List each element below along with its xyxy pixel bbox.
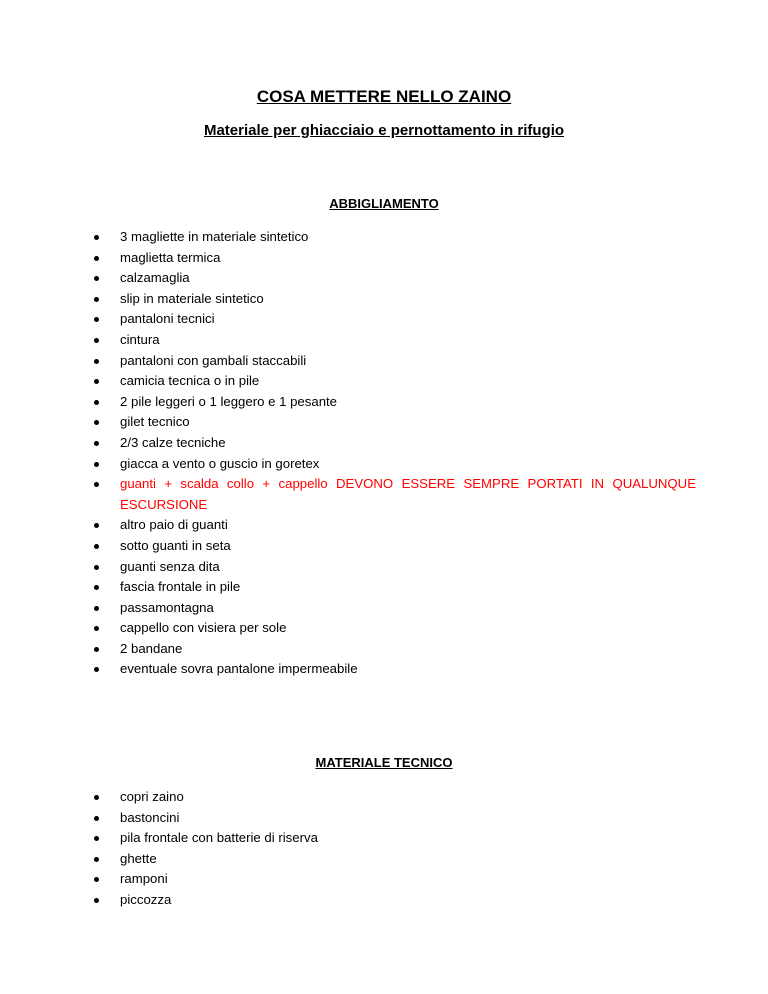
list-item: cintura [0,330,768,351]
list-item: slip in materiale sintetico [0,289,768,310]
list-item: 2 pile leggeri o 1 leggero e 1 pesante [0,392,768,413]
bullet-icon [94,523,99,528]
bullet-icon [94,816,99,821]
list-item: pantaloni tecnici [0,309,768,330]
list-item: copri zaino [0,787,768,808]
bullet-icon [94,441,99,446]
document-title: COSA METTERE NELLO ZAINO [256,87,512,106]
list-item: 2 bandane [0,639,768,660]
bullet-icon [94,400,99,405]
list-item: ramponi [0,869,768,890]
list-item: passamontagna [0,598,768,619]
list-item: pila frontale con batterie di riserva [0,828,768,849]
list-materiale-tecnico [0,787,768,911]
list-item: guanti senza dita [0,557,768,578]
section-heading-abbigliamento: ABBIGLIAMENTO [329,196,439,211]
bullet-icon [94,317,99,322]
bullet-icon [94,256,99,261]
bullet-icon [94,379,99,384]
list-item-highlighted: guanti + scalda collo + cappello DEVONO ESSERE SEMPRE PORTATI IN QUALUNQUE ESCURSIONE [0,474,768,515]
bullet-icon [94,420,99,425]
bullet-icon [94,565,99,570]
bullet-icon [94,647,99,652]
bullet-icon [94,338,99,343]
document-subtitle: Materiale per ghiacciaio e pernottamento in rifugio [203,122,565,139]
list-abbigliamento [0,227,768,680]
bullet-icon [94,898,99,903]
bullet-icon [94,836,99,841]
bullet-icon [94,877,99,882]
bullet-icon [94,544,99,549]
list-item: bastoncini [0,808,768,829]
list-item: giacca a vento o guscio in goretex [0,454,768,475]
list-item: sotto guanti in seta [0,536,768,557]
list-item: altro paio di guanti [0,515,768,536]
section-heading-materiale-tecnico: MATERIALE TECNICO [315,755,453,770]
bullet-icon [94,482,99,487]
list-item: eventuale sovra pantalone impermeabile [0,659,768,680]
list-item: camicia tecnica o in pile [0,371,768,392]
list-item: pantaloni con gambali staccabili [0,351,768,372]
bullet-icon [94,235,99,240]
bullet-icon [94,359,99,364]
list-item: calzamaglia [0,268,768,289]
bullet-icon [94,297,99,302]
bullet-icon [94,462,99,467]
bullet-icon [94,626,99,631]
bullet-icon [94,795,99,800]
bullet-icon [94,606,99,611]
list-item: cappello con visiera per sole [0,618,768,639]
list-item: fascia frontale in pile [0,577,768,598]
bullet-icon [94,857,99,862]
bullet-icon [94,667,99,672]
bullet-icon [94,585,99,590]
list-item: 2/3 calze tecniche [0,433,768,454]
bullet-icon [94,276,99,281]
list-item: 3 magliette in materiale sintetico [0,227,768,248]
list-item: maglietta termica [0,248,768,269]
list-item: ghette [0,849,768,870]
list-item: gilet tecnico [0,412,768,433]
list-item: piccozza [0,890,768,911]
